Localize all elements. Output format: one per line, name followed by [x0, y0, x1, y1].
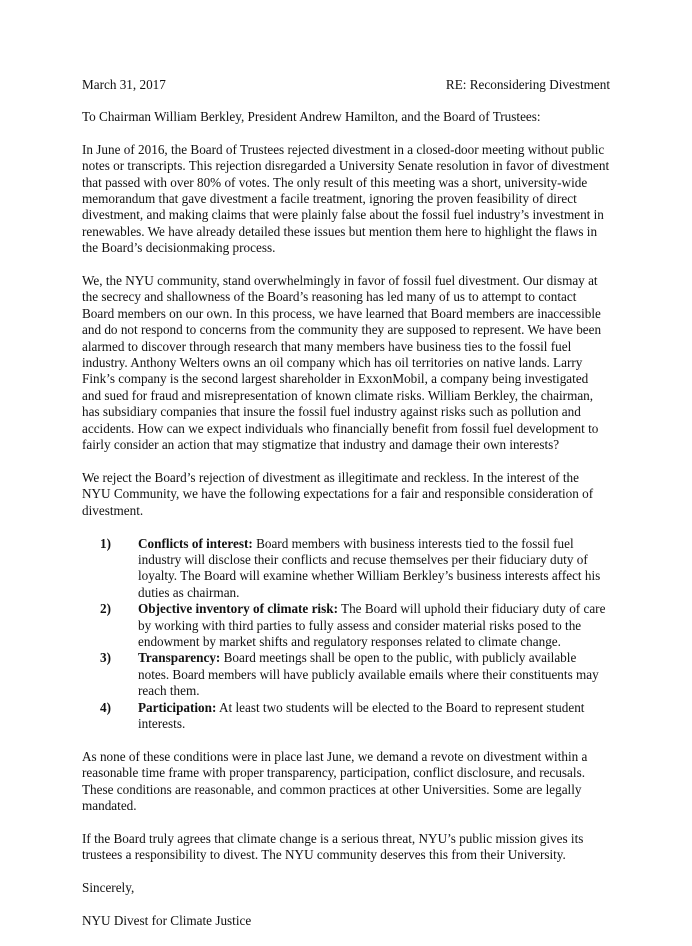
letter-page [82, 77, 610, 946]
list-item-text: Board meetings shall be open to the public, with publicly available notes. Board members will have publicly available emails where their constituents may reach them. [138, 650, 599, 699]
signature: NYU Divest for Climate Justice [82, 912, 252, 928]
expectations-list [82, 536, 610, 733]
paragraph-community-stance: We, the NYU community, stand overwhelmingly in favor of fossil fuel divestment. Our dismay at the secrecy and shallowness of the Board’s reasoning has led many of us to attempt to contact Board members on our own. In this process, we have learned that Board members are inaccessible and do not respond to concerns from the community they are supposed to represent. We have been alarmed to discover through research that many members have business ties to the fossil fuel industry. Anthony Welters owns an oil company which has oil territories on native lands. Larry Fink’s company is the second largest shareholder in ExxonMobil, a company being investigated and sued for fraud and misrepresentation of known climate risks. William Berkley, the chairman, has subsidiary companies that insure the fossil fuel industry against risks such as pollution and accidents. How can we expect individuals who financially benefit from fossil fuel development to fairly consider an action that may stigmatize that industry and damage their own interests? [82, 273, 602, 453]
list-item-term: Conflicts of interest: [138, 535, 253, 551]
list-item-number: 4) [100, 699, 111, 715]
list-item-text: Board members with business interests tied to the fossil fuel industry will disclose their conflicts and recuse themselves per their fiduciary duty of loyalty. The Board will examine whether William Berkley’s business interests affect his duties as chairman. [138, 535, 601, 600]
paragraph-responsibility: If the Board truly agrees that climate change is a serious threat, NYU’s public mission gives its trustees a responsibility to divest. The NYU community deserves this from their University. [82, 830, 584, 863]
list-item-text: At least two students will be elected to the Board to represent student interests. [138, 699, 585, 731]
letter-date: March 31, 2017 [82, 77, 166, 92]
sign-off: Sincerely, [82, 880, 135, 895]
list-item [100, 650, 610, 699]
list-item-term: Transparency: [138, 650, 221, 666]
list-item-number: 2) [100, 601, 111, 617]
letter-subject: RE: Reconsidering Divestment [445, 77, 610, 92]
list-item [100, 601, 610, 650]
letter-header [82, 77, 610, 93]
paragraph-expectations-intro: We reject the Board’s rejection of divestment as illegitimate and reckless. In the interest of the NYU Community, we have the following expectations for a fair and responsible consideration of divestment. [82, 469, 594, 518]
paragraph-revote-demand: As none of these conditions were in place last June, we demand a revote on divestment within a reasonable time frame with proper transparency, participation, conflict disclosure, and recusals. These conditions are reasonable, and common practices at other Universities. Some are legally mandated. [82, 748, 588, 813]
list-item-number: 1) [100, 535, 111, 551]
list-item-term: Participation: [138, 699, 217, 715]
list-item-term: Objective inventory of climate risk: [138, 601, 338, 617]
list-item-number: 3) [100, 650, 111, 666]
list-item [100, 700, 610, 733]
list-item-text: The Board will uphold their fiduciary duty of care by working with third parties to fully assess and consider material risks posed to the endowment by market shifts and regulatory responses related to climate change. [138, 601, 606, 649]
salutation: To Chairman William Berkley, President Andrew Hamilton, and the Board of Trustees: [82, 109, 541, 125]
list-item [100, 536, 610, 602]
paragraph-board-rejection: In June of 2016, the Board of Trustees rejected divestment in a closed-door meeting without public notes or transcripts. This rejection disregarded a University Senate resolution in favor of divestment that passed with over 80% of votes. The only result of this meeting was a short, university-wide memorandum that gave divestment a facile treatment, ignoring the proven feasibility of direct divestment, and making claims that were plainly false about the fossil fuel industry’s investment in renewables. We have already detailed these issues but mention them here to highlight the flaws in the Board’s decisionmaking process. [82, 141, 610, 256]
